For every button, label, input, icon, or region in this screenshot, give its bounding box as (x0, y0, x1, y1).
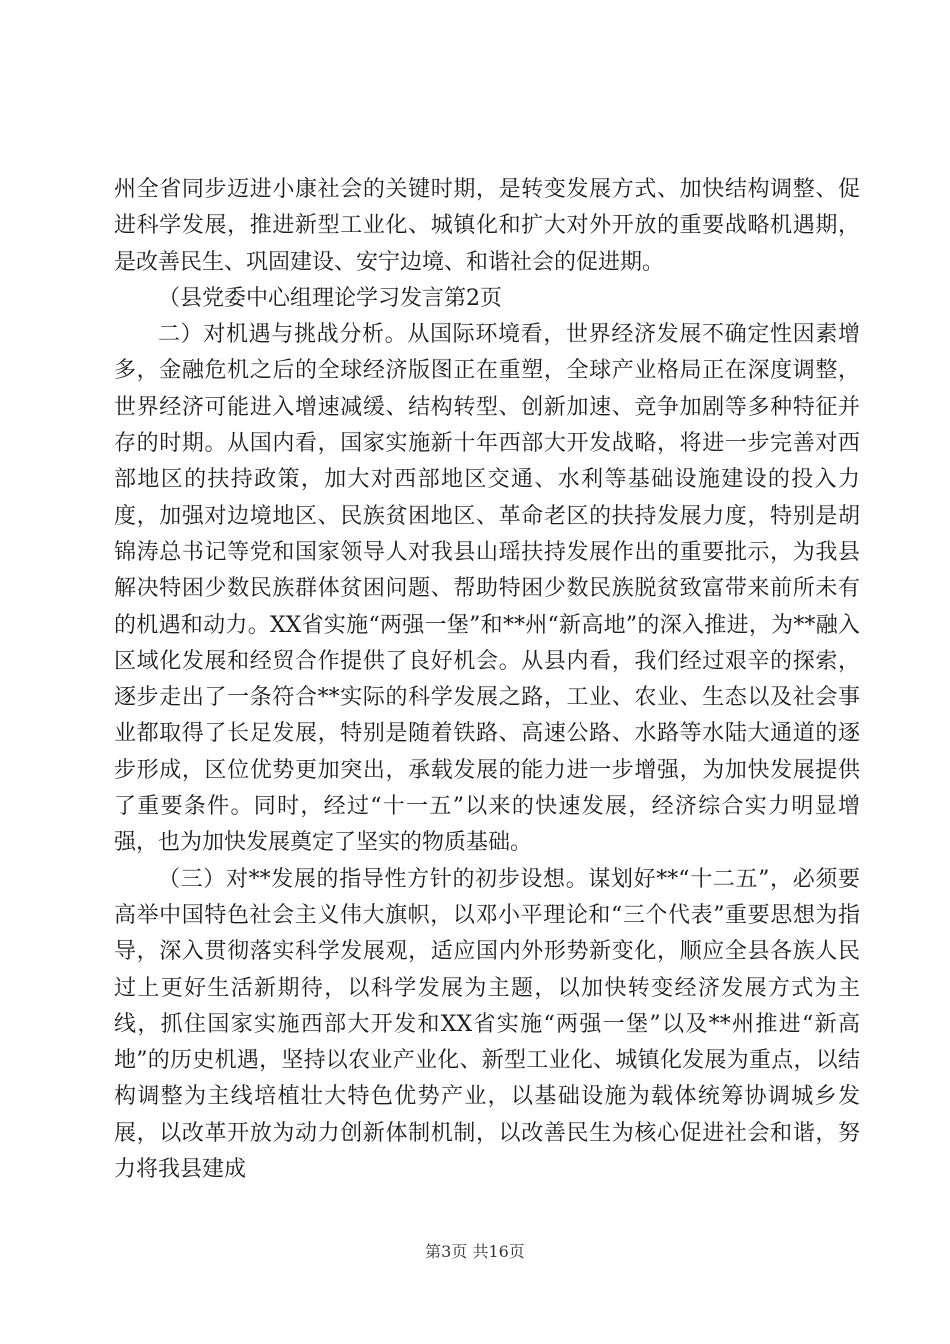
paragraph-page-reference: （县党委中心组理论学习发言第2页 (158, 285, 502, 311)
page-footer: 第3页 共16页 (425, 1242, 525, 1261)
paragraph-opportunities-challenges: 二）对机遇与挑战分析。从国际环境看，世界经济发展不确定性因素增多，金融危机之后的全球经济版图正在重塑，全球产业格局正在深度调整，世界经济可能进入增速减缓、结构转型、创新加速、竞争加剧等多种特征并存的时期。从国内看，国家实施新十年西部大开发战略，将进一步完善对西部地区的扶持政策，加大对西部地区交通、水利等基础设施建设的投入力度，加强对边境地区、民族贫困地区、革命老区的扶持发展力度，特别是胡锦涛总书记等党和国家领导人对我县山瑶扶持发展作出的重要批示，为我县解决特困少数民族群体贫困问题、帮助特困少数民族脱贫致富带来前所未有的机遇和动力。XX省实施“两强一堡”和**州“新高地”的深入推进，为**融入区域化发展和经贸合作提供了良好机会。从县内看，我们经过艰辛的探索，逐步走出了一条符合**实际的科学发展之路，工业、农业、生态以及社会事业都取得了长足发展，特别是随着铁路、高速公路、水路等水陆大通道的逐步形成，区位优势更加突出，承载发展的能力进一步增强，为加快发展提供了重要条件。同时，经过“十一五”以来的快速发展，经济综合实力明显增强，也为加快发展奠定了坚实的物质基础。 (114, 322, 860, 856)
paragraph-guiding-principles: （三）对**发展的指导性方针的初步设想。谋划好**“十二五”，必须要高举中国特色社会主义伟大旗帜，以邓小平理论和“三个代表”重要思想为指导，深入贯彻落实科学发展观，适应国内外形势新变化，顺应全县各族人民过上更好生活新期待，以科学发展为主题，以加快转变经济发展方式为主线，抓住国家实施西部大开发和XX省实施“两强一堡”以及**州推进“新高地”的历史机遇，坚持以农业产业化、新型工业化、城镇化发展为重点，以结构调整为主线培植壮大特色优势产业，以基础设施为载体统筹协调城乡发展，以改革开放为动力创新体制机制，以改善民生为核心促进社会和谐，努力将我县建成 (114, 866, 860, 1183)
document-body (114, 172, 860, 1188)
paragraph-continuation: 州全省同步迈进小康社会的关键时期，是转变发展方式、加快结构调整、促进科学发展，推进新型工业化、城镇化和扩大对外开放的重要战略机遇期，是改善民生、巩固建设、安宁边境、和谐社会的促进期。 (114, 177, 860, 275)
